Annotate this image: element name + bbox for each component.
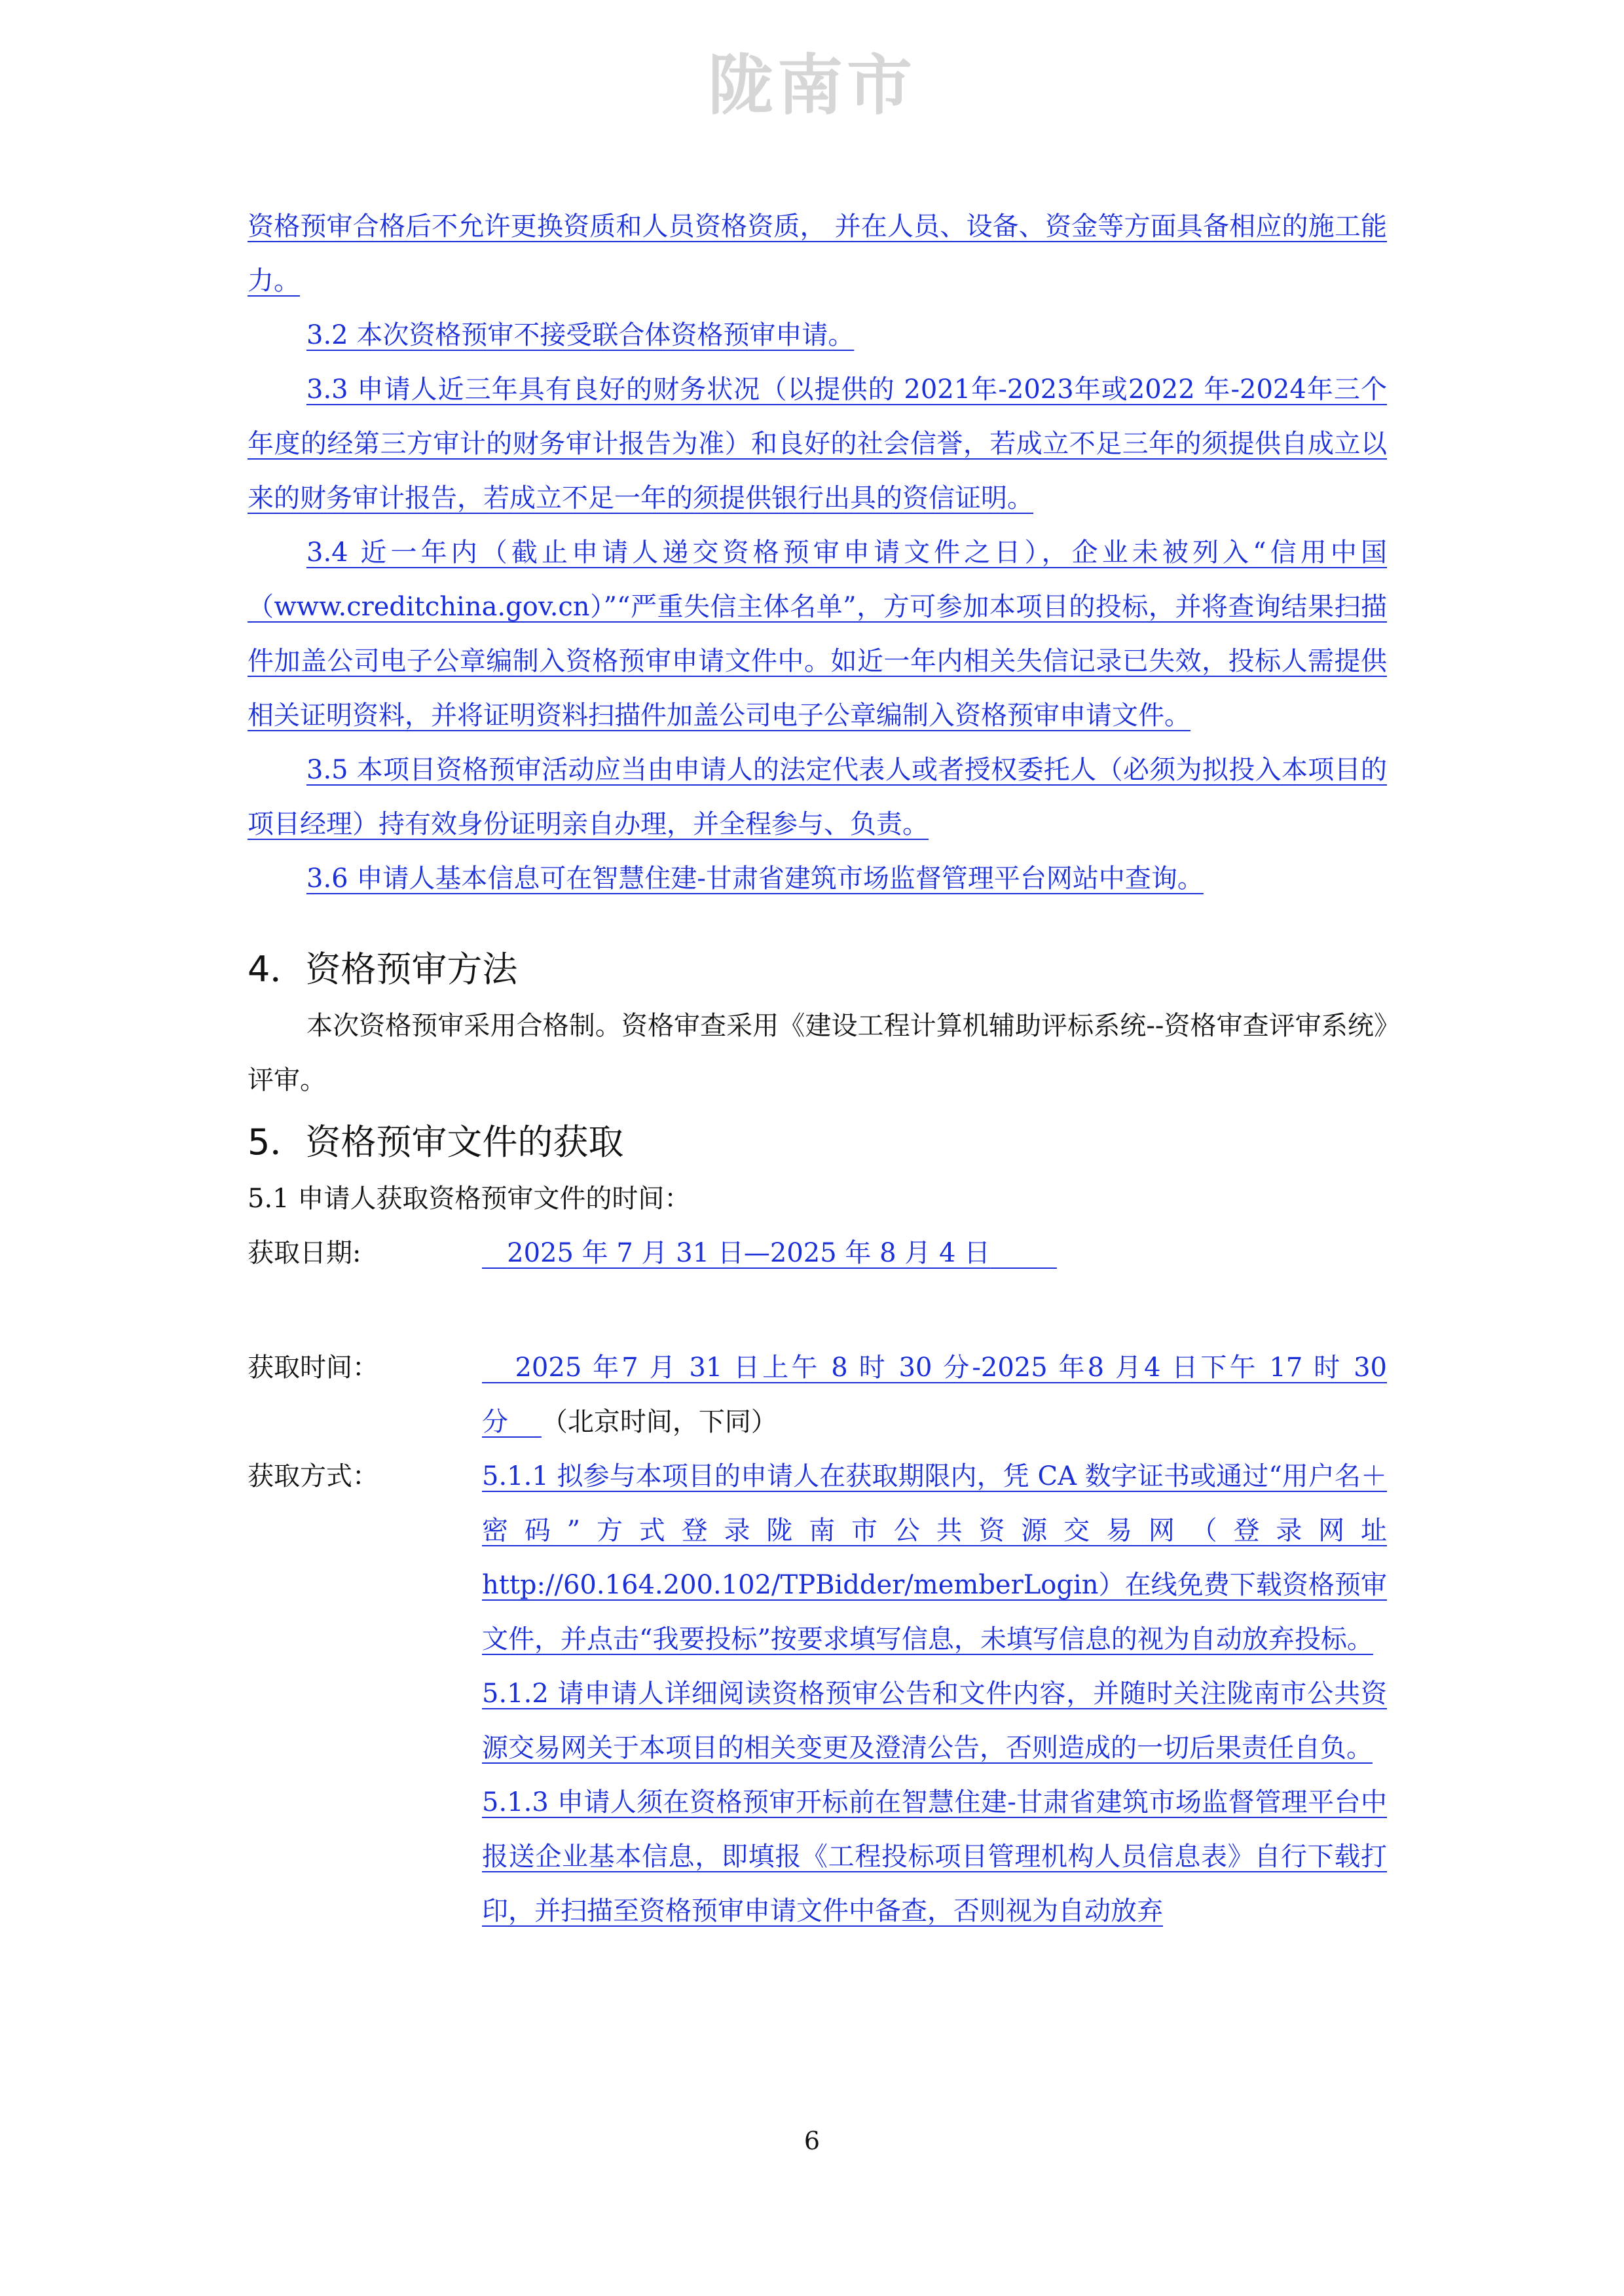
time-value-wrap — [482, 1341, 1387, 1449]
method-label: 获取方式： — [248, 1461, 378, 1491]
text-link[interactable]: 5.1.1 拟参与本项目的申请人在获取期限内，凭 CA 数字证书或通过“用户名＋密码”方式登录陇南市公共资源交易网（登录网址 http://60.164.200.102/TPBidder/memberLogin）在线免费下载资格预审文件，并点击“我要投标”按要求填写信息，未填写信息的视为自动放弃投标。 — [482, 1461, 1387, 1654]
method-row — [248, 1449, 1387, 1939]
spacer — [248, 1281, 1387, 1341]
method-5-1-3 — [482, 1776, 1387, 1939]
page-number: 6 — [803, 2126, 821, 2155]
date-value[interactable]: 2025 年 7 月 31 日—2025 年 8 月 4 日 — [507, 1238, 991, 1268]
text-link[interactable]: 3.4 近一年内（截止申请人递交资格预审申请文件之日），企业未被列入“信用中国（www.creditchina.gov.cn）”“严重失信主体名单”，方可参加本项目的投标，并将查询结果扫描件加盖公司电子公章编制入资格预审申请文件中。如近一年内相关失信记录已失效，投标人需提供相关证明资料，并将证明资料扫描件加盖公司电子公章编制入资格预审申请文件。 — [248, 538, 1387, 731]
text-link[interactable]: 3.5 本项目资格预审活动应当由申请人的法定代表人或者授权委托人（必须为拟投入本项目的项目经理）持有效身份证明亲自办理，并全程参与、负责。 — [248, 755, 1387, 839]
text-link[interactable]: 3.6 申请人基本信息可在智慧住建-甘肃省建筑市场监督管理平台网站中查询。 — [306, 864, 1204, 894]
page-body — [248, 200, 1387, 1939]
paragraph-3-4 — [248, 526, 1387, 743]
date-label: 获取日期: — [248, 1238, 361, 1268]
method-5-1-1 — [482, 1449, 1387, 1667]
paragraph-3-6 — [248, 852, 1387, 906]
section-4-heading: 4．资格预审方法 — [248, 949, 518, 990]
date-row — [248, 1226, 1387, 1281]
text-link[interactable]: 5.1.3 申请人须在资格预审开标前在智慧住建-甘肃省建筑市场监督管理平台中报送企业基本信息，即填报《工程投标项目管理机构人员信息表》自行下载打印，并扫描至资格预审申请文件中备查，否则视为自动放弃 — [482, 1787, 1387, 1926]
method-list — [482, 1449, 1387, 1939]
section-4-body: 本次资格预审采用合格制。资格审查采用《建设工程计算机辅助评标系统--资格审查评审系统》评审。 — [248, 1011, 1387, 1095]
text-link[interactable]: 资格预审合格后不允许更换资质和人员资格资质， 并在人员、设备、资金等方面具备相应的施工能力。 — [248, 211, 1387, 296]
time-value[interactable]: 2025 年7 月 31 日上午 8 时 30 分-2025 年8 月4 日下午 17 时 30 分 — [482, 1353, 1387, 1437]
time-suffix: （北京时间，下同） — [541, 1407, 777, 1437]
sub-5-1: 5.1 申请人获取资格预审文件的时间： — [248, 1184, 691, 1214]
paragraph-qualification-change — [248, 200, 1387, 308]
watermark: 陇南市 — [708, 47, 916, 124]
paragraph-3-3 — [248, 363, 1387, 526]
time-label: 获取时间： — [248, 1353, 378, 1383]
method-5-1-2 — [482, 1667, 1387, 1776]
time-row — [248, 1341, 1387, 1449]
paragraph-3-2 — [248, 308, 1387, 363]
date-value-wrap — [482, 1226, 1387, 1281]
text-link[interactable]: 5.1.2 请申请人详细阅读资格预审公告和文件内容，并随时关注陇南市公共资源交易网关于本项目的相关变更及澄清公告，否则造成的一切后果责任自负。 — [482, 1679, 1387, 1763]
text-link[interactable]: 3.3 申请人近三年具有良好的财务状况（以提供的 2021年-2023年或2022 年-2024年三个年度的经第三方审计的财务审计报告为准）和良好的社会信誉，若成立不足三年的须提供自成立以来的财务审计报告，若成立不足一年的须提供银行出具的资信证明。 — [248, 374, 1387, 513]
text-link[interactable]: 3.2 本次资格预审不接受联合体资格预审申请。 — [306, 320, 855, 350]
section-5-heading: 5．资格预审文件的获取 — [248, 1121, 624, 1163]
paragraph-3-5 — [248, 743, 1387, 852]
